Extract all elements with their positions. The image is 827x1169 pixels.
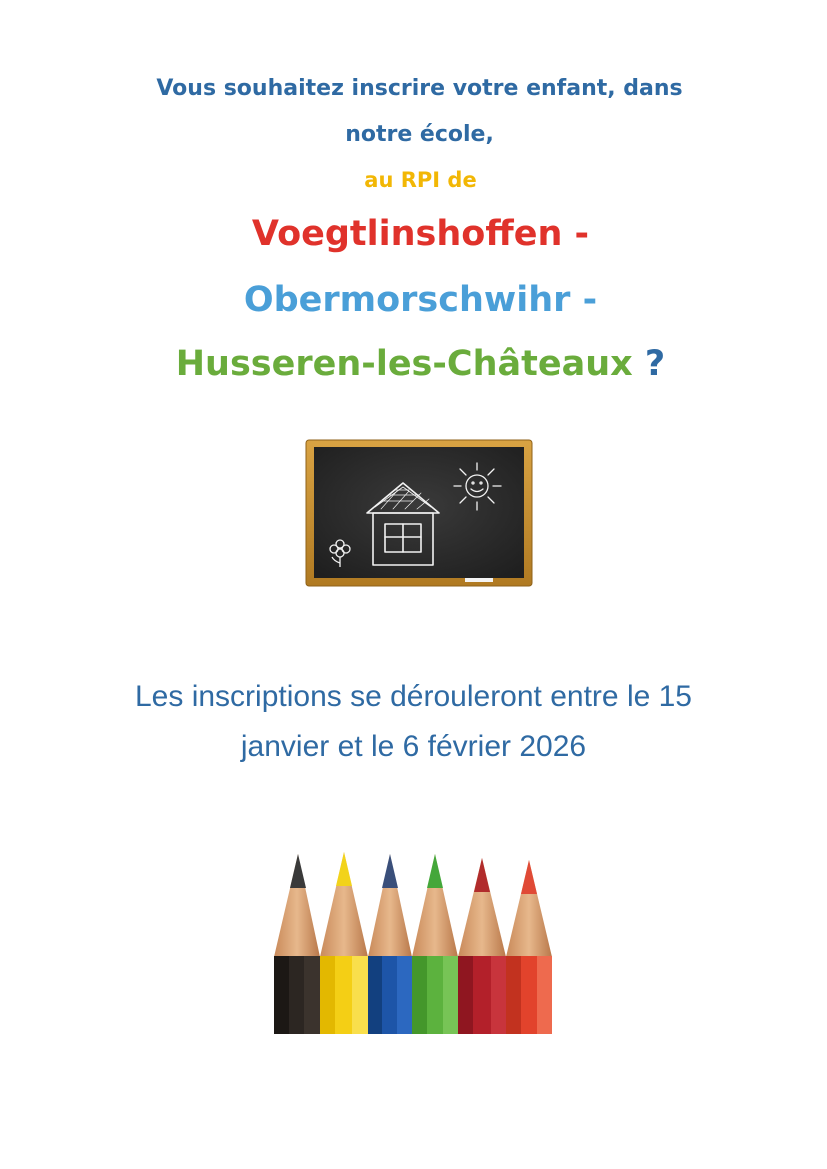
chalkboard-illustration xyxy=(305,439,533,589)
dates-line-2: janvier et le 6 février 2026 xyxy=(240,730,587,763)
intro-line-1: Vous souhaitez inscrire votre enfant, dans xyxy=(156,76,683,101)
pencil-yellow xyxy=(320,852,368,1034)
dates-line-1: Les inscriptions se dérouleront entre le 15 xyxy=(135,680,692,713)
intro-line-rpi: au RPI de xyxy=(364,168,477,192)
pencil-dark-red xyxy=(458,858,506,1034)
town-name: Voegtlinshoffen xyxy=(251,214,563,254)
town-voegtlinshoffen xyxy=(7,214,827,254)
town-name: Husseren-les-Châteaux xyxy=(175,344,633,384)
intro-line-2: notre école, xyxy=(345,122,494,147)
chalk-piece xyxy=(465,578,493,582)
pencil-black xyxy=(274,854,320,1034)
colored-pencils-illustration xyxy=(270,852,554,1034)
town-obermorschwihr xyxy=(7,280,827,320)
town-separator: - xyxy=(562,214,590,254)
pencil-red xyxy=(506,860,552,1034)
question-mark: ? xyxy=(632,344,666,384)
town-husseren-les-chateaux xyxy=(7,344,827,384)
pencil-green xyxy=(412,854,458,1034)
town-separator: - xyxy=(570,280,598,320)
town-name: Obermorschwihr xyxy=(243,280,571,320)
pencil-blue xyxy=(368,854,412,1034)
